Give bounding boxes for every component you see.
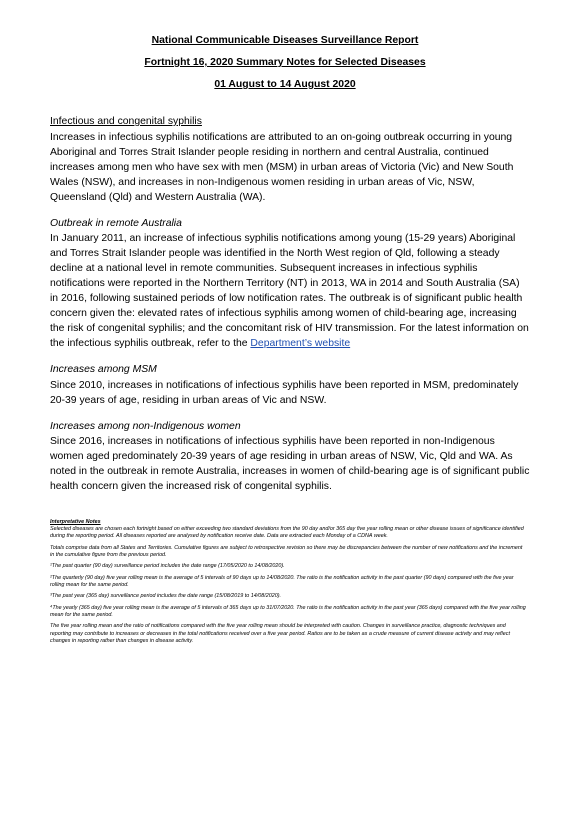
interpretative-notes [50, 519, 528, 649]
note-caution: The five year rolling mean and the ratio of notifications compared with the five year rolling mean should be interpreted with caution. Changes in surveillance practice, diagnostic techniques and reporting may contribute to increases or decreases in the total notifications received over a five year period. Ratios are to be taken as a crude measure of current disease activity and may reflect changes in reporting rather than changes in disease activity. [50, 623, 510, 644]
section-intro: Increases in infectious syphilis notifications are attributed to an on-going outbreak occurring in young Aboriginal and Torres Strait Islander people residing in northern and central Australia, continued increases among men who have sex with men (MSM) in urban areas of Victoria (Vic) and New South Wales (NSW), and increases in non-Indigenous women residing in urban areas of Vic, NSW, Queensland (Qld) and Western Australia (WA). [50, 131, 514, 203]
remote-text: In January 2011, an increase of infectious syphilis notifications among young (15-29 years) Aboriginal and Torres Strait Islander people was identified in the North West region of Qld, following a steady decline at a national level in remote communities. Subsequent increases in infectious syphilis notifications were reported in the Northern Territory (NT) in 2013, WA in 2014 and South Australia (SA) in 2016, following sustained periods of low notification rates. The outbreak is of significant public health concern given the: elevated rates of infectious syphilis among women of child-bearing age, increasing the risk of congenital syphilis; and the concomitant risk of HIV transmission. For the latest information on the infectious syphilis outbreak, refer to the [50, 233, 529, 350]
notes-title: Interpretative Notes [50, 519, 101, 525]
note-quarter-mean: ²The quarterly (90 day) five year rolling mean is the average of 5 intervals of 90 days up to 14/08/2020. The ratio is the notification activity in the past quarter (90 days) compared with the five year rolling mean for the same period. [50, 574, 514, 588]
report-header [0, 34, 570, 100]
note-totals: Totals comprise data from all States and Territories. Cumulative figures are subject to retrospective revision so there may be discrepancies between the number of new notifications and the increment in the cumulative figure from the previous period. [50, 544, 523, 558]
remote-paragraph [50, 231, 530, 351]
report-date-range: 01 August to 14 August 2020 [214, 79, 356, 90]
women-paragraph: Since 2016, increases in notifications of infectious syphilis have been reported in non-Indigenous women aged predominately 20-39 years of age residing in urban areas of NSW, Vic, Qld and WA. As noted in the outbreak in remote Australia, increases in women of child-bearing age is of significant public health concern given the increased risk of congenital syphilis. [50, 436, 530, 493]
report-subtitle: Fortnight 16, 2020 Summary Notes for Selected Diseases [144, 57, 426, 68]
note-year-period: ³The past year (365 day) surveillance period includes the date range (15/08/2019 to 14/08/2020). [50, 593, 282, 600]
note-year-mean: ⁴The yearly (365 day) five year rolling mean is the average of 5 intervals of 365 days up to 31/07/2020. The ratio is the notification activity in the past year (365 days) compared with the five year rolling mean for the same period. [50, 604, 526, 618]
note-selection: Selected diseases are chosen each fortnight based on either exceeding two standard deviations from the 90 day and/or 365 day five year rolling mean or other disease issues of significance identified during the reporting period. All diseases reported are analysed by notification receive date. Data are extracted each Monday of a CDNA week. [50, 526, 524, 540]
msm-paragraph: Since 2010, increases in notifications of infectious syphilis have been reported in MSM, predominately 20-39 years of age, residing in urban areas of Vic and NSW. [50, 379, 519, 406]
report-title: National Communicable Diseases Surveillance Report [151, 35, 419, 46]
department-website-link[interactable]: Department’s website [250, 338, 351, 350]
women-heading: Increases among non-Indigenous women [50, 420, 241, 432]
syphilis-section [50, 115, 530, 494]
section-heading: Infectious and congenital syphilis [50, 116, 202, 127]
msm-heading: Increases among MSM [50, 364, 157, 376]
note-quarter-period: ¹The past quarter (90 day) surveillance period includes the date range (17/05/2020 to 14/08/2020). [50, 563, 285, 570]
remote-heading: Outbreak in remote Australia [50, 217, 182, 229]
